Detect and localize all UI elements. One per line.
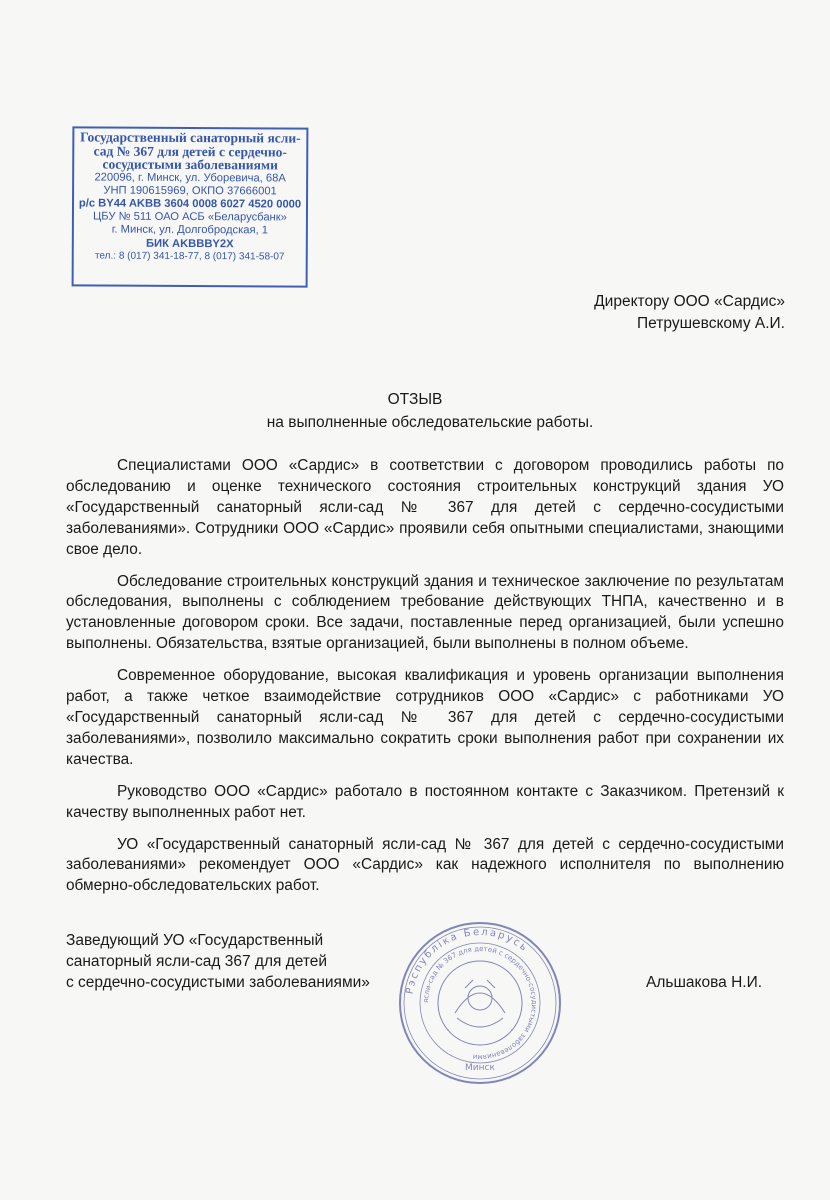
body-paragraph: Обследование строительных конструкций здания и техническое заключение по результатам обследования, выполнены с соблюдением требование действующих ТНПА, качественно и в установленные договором сроки. Все задачи, поставленные перед организацией, были успешно выполнены. Обязательства, взятые организацией, были выполнены в полном объеме. — [66, 572, 784, 653]
body-paragraph: Современное оборудование, высокая квалификация и уровень организации выполнения работ, а также четкое взаимодействие сотрудников ООО «Сардис» с работниками УО «Государственный санаторный ясли-сад № 367 для детей с сердечно-сосудистыми заболеваниями», позволило максимально сократить сроки выполнения работ при сохранении их качества. — [66, 667, 784, 768]
document-subtitle: на выполненные обследовательские работы. — [266, 414, 594, 431]
signer-position-line-1: Заведующий УО «Государственный — [66, 932, 324, 949]
stamp-bik: БИК AKBBBY2X — [145, 237, 234, 250]
stamp-org-name: Государственный санаторный ясли-сад № 367 для детей с сердечно-сосудистыми заболеваниями — [80, 129, 301, 173]
body-paragraph: Специалистами ООО «Сардис» в соответствии с договором проводились работы по обследованию и оценке технического состояния строительных конструкций здания УО «Государственный санаторный ясли-сад № 367 для детей с сердечно-сосудистыми заболеваниями». Сотрудники ООО «Сардис» проявили себя опытными специалистами, знающими свое дело. — [66, 457, 784, 558]
addressee-line-2: Петрушевскому А.И. — [637, 315, 785, 332]
signer-position-line-3: с сердечно-сосудистыми заболеваниями» — [66, 973, 370, 991]
seal-emblem-icon — [455, 980, 505, 1027]
letterhead-stamp — [72, 126, 309, 287]
round-seal — [395, 918, 565, 1088]
letter-body — [66, 456, 784, 908]
document-title: ОТЗЫВ — [387, 391, 443, 408]
stamp-bank: ЦБУ № 511 ОАО АСБ «Беларусбанк» — [92, 210, 287, 224]
body-paragraph: Руководство ООО «Сардис» работало в постоянном контакте с Заказчиком. Претензий к качеству выполненных работ нет. — [66, 782, 784, 821]
signer-position — [66, 931, 370, 993]
seal-inner-text: ясли-сад № 367 для детей с сердечно-сосудистыми заболеваниями — [421, 944, 539, 1062]
svg-text:ясли-сад № 367 для детей с сер — [422, 945, 538, 1061]
seal-city: Минск — [465, 1063, 495, 1073]
seal-outer-text: Рэспубліка Беларусь — [404, 926, 531, 996]
stamp-unp: УНП 190615969, ОКПО 37666001 — [103, 184, 277, 198]
stamp-bank-address: г. Минск, ул. Долгобродская, 1 — [111, 223, 269, 237]
stamp-address: 220096, г. Минск, ул. Уборевича, 68А — [94, 170, 286, 185]
body-paragraph: УО «Государственный санаторный ясли-сад № 367 для детей с сердечно-сосудистыми заболеваниями» рекомендует ООО «Сардис» как надежного исполнителя по выполнению обмерно-обследовательских работ. — [66, 835, 784, 895]
signer-name: Альшакова Н.И. — [646, 974, 763, 991]
signer-position-line-2: санаторный ясли-сад 367 для детей — [66, 952, 328, 970]
addressee-block — [594, 291, 785, 335]
addressee-line-1: Директору ООО «Сардис» — [594, 293, 785, 310]
stamp-phones: тел.: 8 (017) 341-18-77, 8 (017) 341-58-07 — [94, 250, 285, 263]
stamp-account: р/с BY44 AKBB 3604 0008 6027 4520 0000 — [78, 197, 302, 211]
